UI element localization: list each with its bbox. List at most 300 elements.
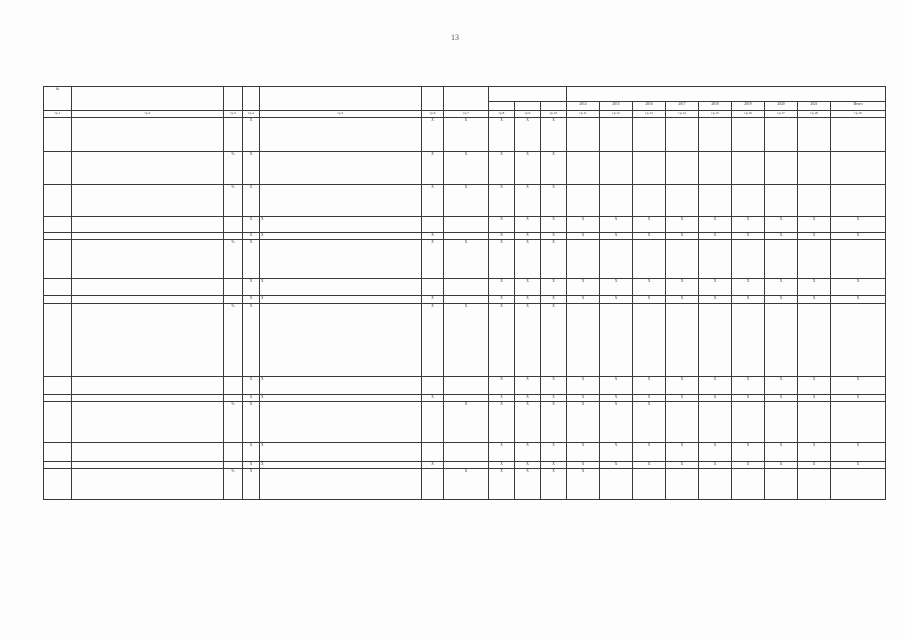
row-value: X (633, 443, 666, 462)
row-value: X (831, 443, 886, 462)
row-method (260, 118, 422, 152)
row-weight: X (243, 296, 260, 304)
row-bk-1: X (489, 185, 515, 217)
column-index: гр.10 (541, 111, 567, 118)
row-name (72, 296, 224, 304)
table-row (44, 402, 886, 443)
header-no: № (44, 87, 72, 111)
row-weight: X (243, 402, 260, 443)
table-body (44, 118, 886, 500)
row-value: X (567, 377, 600, 395)
row-unit (224, 233, 243, 240)
table-row (44, 217, 886, 233)
row-bk-1: X (489, 377, 515, 395)
row-bk-1: X (489, 240, 515, 279)
row-term (422, 217, 444, 233)
row-term: X (422, 185, 444, 217)
row-value: X (831, 296, 886, 304)
row-method (260, 402, 422, 443)
row-responsible: X (444, 304, 489, 377)
table-row (44, 443, 886, 462)
row-value (765, 469, 798, 500)
row-value (567, 240, 600, 279)
row-bk-2: X (515, 469, 541, 500)
row-value: X (666, 217, 699, 233)
row-term (422, 469, 444, 500)
row-value: X (798, 443, 831, 462)
row-bk-3: X (541, 233, 567, 240)
row-term (422, 402, 444, 443)
table-row (44, 462, 886, 469)
header-year: 2016 (633, 102, 666, 111)
row-value: X (633, 377, 666, 395)
row-responsible (444, 443, 489, 462)
row-value: X (765, 279, 798, 296)
row-value: X (732, 279, 765, 296)
row-method (260, 469, 422, 500)
row-value: X (600, 395, 633, 402)
row-responsible: X (444, 185, 489, 217)
row-bk-3: X (541, 240, 567, 279)
column-index: гр.2 (72, 111, 224, 118)
row-value (666, 304, 699, 377)
row-value: X (567, 462, 600, 469)
row-method: X (260, 279, 422, 296)
header-year: 2019 (732, 102, 765, 111)
table-row (44, 296, 886, 304)
row-term (422, 279, 444, 296)
row-number (44, 462, 72, 469)
row-responsible: X (444, 240, 489, 279)
row-bk-3: X (541, 395, 567, 402)
row-value (831, 304, 886, 377)
table-row (44, 118, 886, 152)
row-value: X (831, 462, 886, 469)
page-number: 13 (451, 33, 459, 42)
row-value (567, 304, 600, 377)
row-value (600, 118, 633, 152)
row-bk-1: X (489, 304, 515, 377)
row-value: X (699, 296, 732, 304)
row-weight: X (243, 279, 260, 296)
row-value: X (732, 296, 765, 304)
row-value: X (666, 233, 699, 240)
row-number (44, 240, 72, 279)
header-responsible (444, 87, 489, 111)
row-value: X (633, 233, 666, 240)
row-bk-3: X (541, 377, 567, 395)
row-term: X (422, 152, 444, 185)
row-value: X (732, 233, 765, 240)
row-value (732, 152, 765, 185)
column-index: гр.8 (489, 111, 515, 118)
column-index: гр.18 (798, 111, 831, 118)
row-value: X (699, 443, 732, 462)
row-weight: X (243, 395, 260, 402)
header-unit (224, 87, 243, 111)
column-index: гр.15 (699, 111, 732, 118)
row-value (798, 185, 831, 217)
row-value: X (567, 279, 600, 296)
row-value (666, 240, 699, 279)
row-responsible: X (444, 402, 489, 443)
row-value: X (798, 296, 831, 304)
row-number (44, 443, 72, 462)
row-value: X (666, 377, 699, 395)
row-responsible: X (444, 469, 489, 500)
row-number (44, 185, 72, 217)
row-value (831, 118, 886, 152)
row-value (666, 118, 699, 152)
row-value: X (798, 462, 831, 469)
row-value (666, 402, 699, 443)
row-value: X (765, 377, 798, 395)
row-method: X (260, 296, 422, 304)
row-number (44, 402, 72, 443)
row-number (44, 233, 72, 240)
row-bk-1: X (489, 469, 515, 500)
header-year: 2015 (600, 102, 633, 111)
row-responsible (444, 233, 489, 240)
row-value (831, 152, 886, 185)
row-value: X (567, 443, 600, 462)
row-number (44, 377, 72, 395)
row-value (732, 469, 765, 500)
row-value: X (600, 217, 633, 233)
row-unit: % (224, 152, 243, 185)
row-value: X (699, 279, 732, 296)
column-index: гр.13 (633, 111, 666, 118)
row-bk-3: X (541, 152, 567, 185)
row-value (600, 152, 633, 185)
row-bk-3: X (541, 443, 567, 462)
row-responsible (444, 377, 489, 395)
row-unit (224, 443, 243, 462)
column-index: гр.3 (224, 111, 243, 118)
row-bk-2: X (515, 118, 541, 152)
row-value (567, 152, 600, 185)
row-value (666, 152, 699, 185)
row-bk-3: X (541, 462, 567, 469)
row-value: X (600, 279, 633, 296)
row-name (72, 185, 224, 217)
row-value (699, 469, 732, 500)
row-method: X (260, 462, 422, 469)
row-name (72, 279, 224, 296)
row-number (44, 279, 72, 296)
row-bk-1: X (489, 395, 515, 402)
column-index: гр.5 (260, 111, 422, 118)
row-value: X (732, 377, 765, 395)
row-weight: X (243, 240, 260, 279)
row-value (765, 152, 798, 185)
row-value: X (732, 217, 765, 233)
row-value: X (798, 279, 831, 296)
column-index: гр.7 (444, 111, 489, 118)
row-weight: X (243, 462, 260, 469)
row-value: X (732, 462, 765, 469)
row-bk-2: X (515, 443, 541, 462)
row-responsible (444, 462, 489, 469)
row-term (422, 377, 444, 395)
row-value: X (699, 377, 732, 395)
row-value (699, 185, 732, 217)
row-value: X (633, 217, 666, 233)
row-bk-3: X (541, 279, 567, 296)
row-value: X (831, 395, 886, 402)
row-value (798, 304, 831, 377)
row-value (831, 469, 886, 500)
row-value (600, 469, 633, 500)
column-index: гр.19 (831, 111, 886, 118)
row-value: X (765, 217, 798, 233)
row-bk-2: X (515, 377, 541, 395)
row-term (422, 443, 444, 462)
row-unit (224, 118, 243, 152)
row-name (72, 443, 224, 462)
header-bk-2 (515, 102, 541, 111)
row-value (633, 152, 666, 185)
row-value: X (765, 443, 798, 462)
row-value: X (732, 443, 765, 462)
row-value: X (798, 377, 831, 395)
row-unit (224, 217, 243, 233)
table-row (44, 469, 886, 500)
column-index: гр.12 (600, 111, 633, 118)
row-weight: X (243, 152, 260, 185)
row-value: X (765, 296, 798, 304)
row-term: X (422, 233, 444, 240)
row-value (666, 469, 699, 500)
row-number (44, 469, 72, 500)
row-bk-3: X (541, 402, 567, 443)
row-name (72, 462, 224, 469)
row-unit: % (224, 402, 243, 443)
row-method: X (260, 233, 422, 240)
column-index: гр.14 (666, 111, 699, 118)
row-term: X (422, 395, 444, 402)
row-value (666, 185, 699, 217)
row-value (798, 152, 831, 185)
row-name (72, 402, 224, 443)
row-bk-1: X (489, 217, 515, 233)
row-name (72, 233, 224, 240)
row-value: X (831, 377, 886, 395)
row-bk-1: X (489, 279, 515, 296)
row-value (600, 304, 633, 377)
row-bk-1: X (489, 462, 515, 469)
row-value (765, 304, 798, 377)
row-value (567, 118, 600, 152)
row-method: X (260, 377, 422, 395)
row-number (44, 296, 72, 304)
row-value (633, 469, 666, 500)
row-value (600, 185, 633, 217)
table-row (44, 279, 886, 296)
table-row (44, 152, 886, 185)
row-bk-2: X (515, 279, 541, 296)
row-value: X (765, 462, 798, 469)
row-bk-2: X (515, 462, 541, 469)
row-number (44, 118, 72, 152)
row-value (732, 240, 765, 279)
row-bk-2: X (515, 240, 541, 279)
row-value (699, 304, 732, 377)
row-responsible: X (444, 118, 489, 152)
row-value (699, 240, 732, 279)
row-number (44, 304, 72, 377)
row-method: X (260, 443, 422, 462)
row-value: X (666, 462, 699, 469)
row-value: X (765, 233, 798, 240)
row-value (600, 240, 633, 279)
row-bk-2: X (515, 217, 541, 233)
header-year: 2020 (765, 102, 798, 111)
row-value: X (633, 279, 666, 296)
row-bk-1: X (489, 402, 515, 443)
row-name (72, 152, 224, 185)
row-unit (224, 279, 243, 296)
row-value: X (798, 217, 831, 233)
row-bk-3: X (541, 217, 567, 233)
table-row (44, 185, 886, 217)
row-name (72, 240, 224, 279)
column-index: гр.1 (44, 111, 72, 118)
row-value: X (633, 402, 666, 443)
row-value: X (666, 279, 699, 296)
row-name (72, 217, 224, 233)
row-value (831, 402, 886, 443)
row-method (260, 240, 422, 279)
row-value (765, 240, 798, 279)
row-method (260, 152, 422, 185)
row-bk-2: X (515, 296, 541, 304)
row-weight: X (243, 443, 260, 462)
column-index: гр.4 (243, 111, 260, 118)
row-term: X (422, 296, 444, 304)
row-bk-1: X (489, 233, 515, 240)
row-value (699, 118, 732, 152)
row-bk-3: X (541, 118, 567, 152)
row-value (831, 185, 886, 217)
table-row (44, 233, 886, 240)
row-name (72, 304, 224, 377)
row-responsible (444, 217, 489, 233)
header-target-values (567, 87, 886, 102)
row-value: X (600, 377, 633, 395)
row-value (567, 185, 600, 217)
row-value (798, 118, 831, 152)
table-row (44, 377, 886, 395)
table-row (44, 304, 886, 377)
row-number (44, 217, 72, 233)
row-value: X (567, 402, 600, 443)
header-weight (243, 87, 260, 111)
row-value: X (666, 395, 699, 402)
row-term: X (422, 240, 444, 279)
row-value: X (798, 395, 831, 402)
row-bk-2: X (515, 152, 541, 185)
row-value: X (567, 296, 600, 304)
row-bk-1: X (489, 443, 515, 462)
row-value: X (600, 462, 633, 469)
row-value (732, 185, 765, 217)
header-bk-1 (489, 102, 515, 111)
row-value: X (699, 395, 732, 402)
header-budget-codes (489, 87, 567, 102)
row-number (44, 395, 72, 402)
row-unit (224, 462, 243, 469)
row-weight: X (243, 118, 260, 152)
row-value (765, 118, 798, 152)
row-value: X (699, 233, 732, 240)
row-term: X (422, 462, 444, 469)
row-responsible (444, 296, 489, 304)
row-method (260, 185, 422, 217)
row-value (798, 469, 831, 500)
row-bk-3: X (541, 304, 567, 377)
row-value: X (633, 395, 666, 402)
row-unit (224, 377, 243, 395)
row-name (72, 395, 224, 402)
row-value: X (699, 217, 732, 233)
row-value (798, 240, 831, 279)
row-bk-2: X (515, 304, 541, 377)
row-term: X (422, 118, 444, 152)
row-value: X (633, 462, 666, 469)
row-value: X (666, 296, 699, 304)
row-value: X (798, 233, 831, 240)
row-value (633, 185, 666, 217)
row-method: X (260, 395, 422, 402)
header-method (260, 87, 422, 111)
row-bk-3: X (541, 185, 567, 217)
row-weight: X (243, 233, 260, 240)
row-value (699, 402, 732, 443)
row-value: X (699, 462, 732, 469)
row-bk-2: X (515, 233, 541, 240)
row-term: X (422, 304, 444, 377)
row-value: X (567, 217, 600, 233)
row-value: X (600, 402, 633, 443)
column-index-row (44, 111, 886, 118)
row-value (633, 118, 666, 152)
row-bk-1: X (489, 152, 515, 185)
table-row (44, 395, 886, 402)
header-bk-3 (541, 102, 567, 111)
row-weight: X (243, 377, 260, 395)
row-value: X (765, 395, 798, 402)
row-unit (224, 296, 243, 304)
row-value (831, 240, 886, 279)
row-weight: X (243, 217, 260, 233)
column-index: гр.11 (567, 111, 600, 118)
row-value (798, 402, 831, 443)
header-year: 2017 (666, 102, 699, 111)
row-value: X (831, 279, 886, 296)
row-name (72, 377, 224, 395)
row-weight: X (243, 185, 260, 217)
header-year: 2014 (567, 102, 600, 111)
column-index: гр.9 (515, 111, 541, 118)
table-row (44, 240, 886, 279)
row-value (633, 240, 666, 279)
column-index: гр.16 (732, 111, 765, 118)
row-weight: X (243, 304, 260, 377)
row-number (44, 152, 72, 185)
column-index: гр.17 (765, 111, 798, 118)
row-value: X (666, 443, 699, 462)
